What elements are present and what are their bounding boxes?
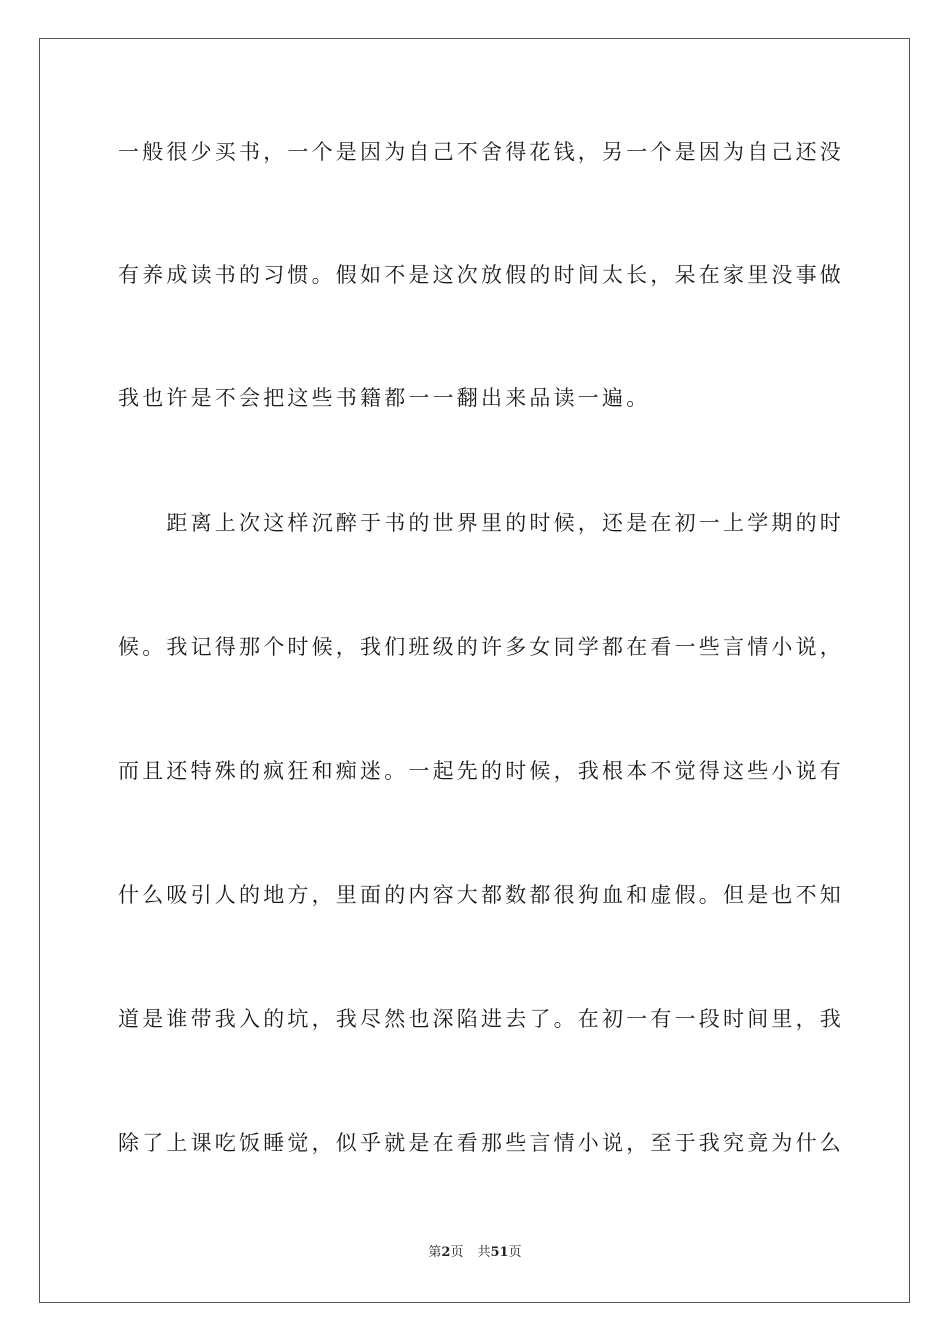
body-text-line-6: 而且还特殊的疯狂和痴迷。一起先的时候，我根本不觉得这些小说有 <box>118 759 844 783</box>
body-text-line-8: 道是谁带我入的坑，我尽然也深陷进去了。在初一有一段时间里，我 <box>118 1007 844 1031</box>
page-footer <box>0 1244 950 1262</box>
body-text-line-3: 我也许是不会把这些书籍都一一翻出来品读一遍。 <box>118 386 651 410</box>
page-border <box>39 38 910 1303</box>
footer-total-prefix: 共 <box>477 1245 491 1260</box>
body-text-line-4: 距离上次这样沉醉于书的世界里的时候，还是在初一上学期的时 <box>118 511 844 535</box>
footer-total-suffix: 页 <box>508 1245 522 1260</box>
body-text-line-7: 什么吸引人的地方，里面的内容大都数都很狗血和虚假。但是也不知 <box>118 883 844 907</box>
body-text-line-2: 有养成读书的习惯。假如不是这次放假的时间太长，呆在家里没事做 <box>118 263 844 287</box>
body-text-line-1: 一般很少买书，一个是因为自己不舍得花钱，另一个是因为自己还没 <box>118 140 844 164</box>
body-text-line-5: 候。我记得那个时候，我们班级的许多女同学都在看一些言情小说， <box>118 635 844 659</box>
footer-page-number: 2 <box>441 1245 451 1260</box>
footer-page-suffix: 页 <box>450 1245 464 1260</box>
footer-page-prefix: 第 <box>428 1245 442 1260</box>
footer-total-pages: 51 <box>490 1245 509 1260</box>
body-text-line-9: 除了上课吃饭睡觉，似乎就是在看那些言情小说，至于我究竟为什么 <box>118 1131 844 1155</box>
